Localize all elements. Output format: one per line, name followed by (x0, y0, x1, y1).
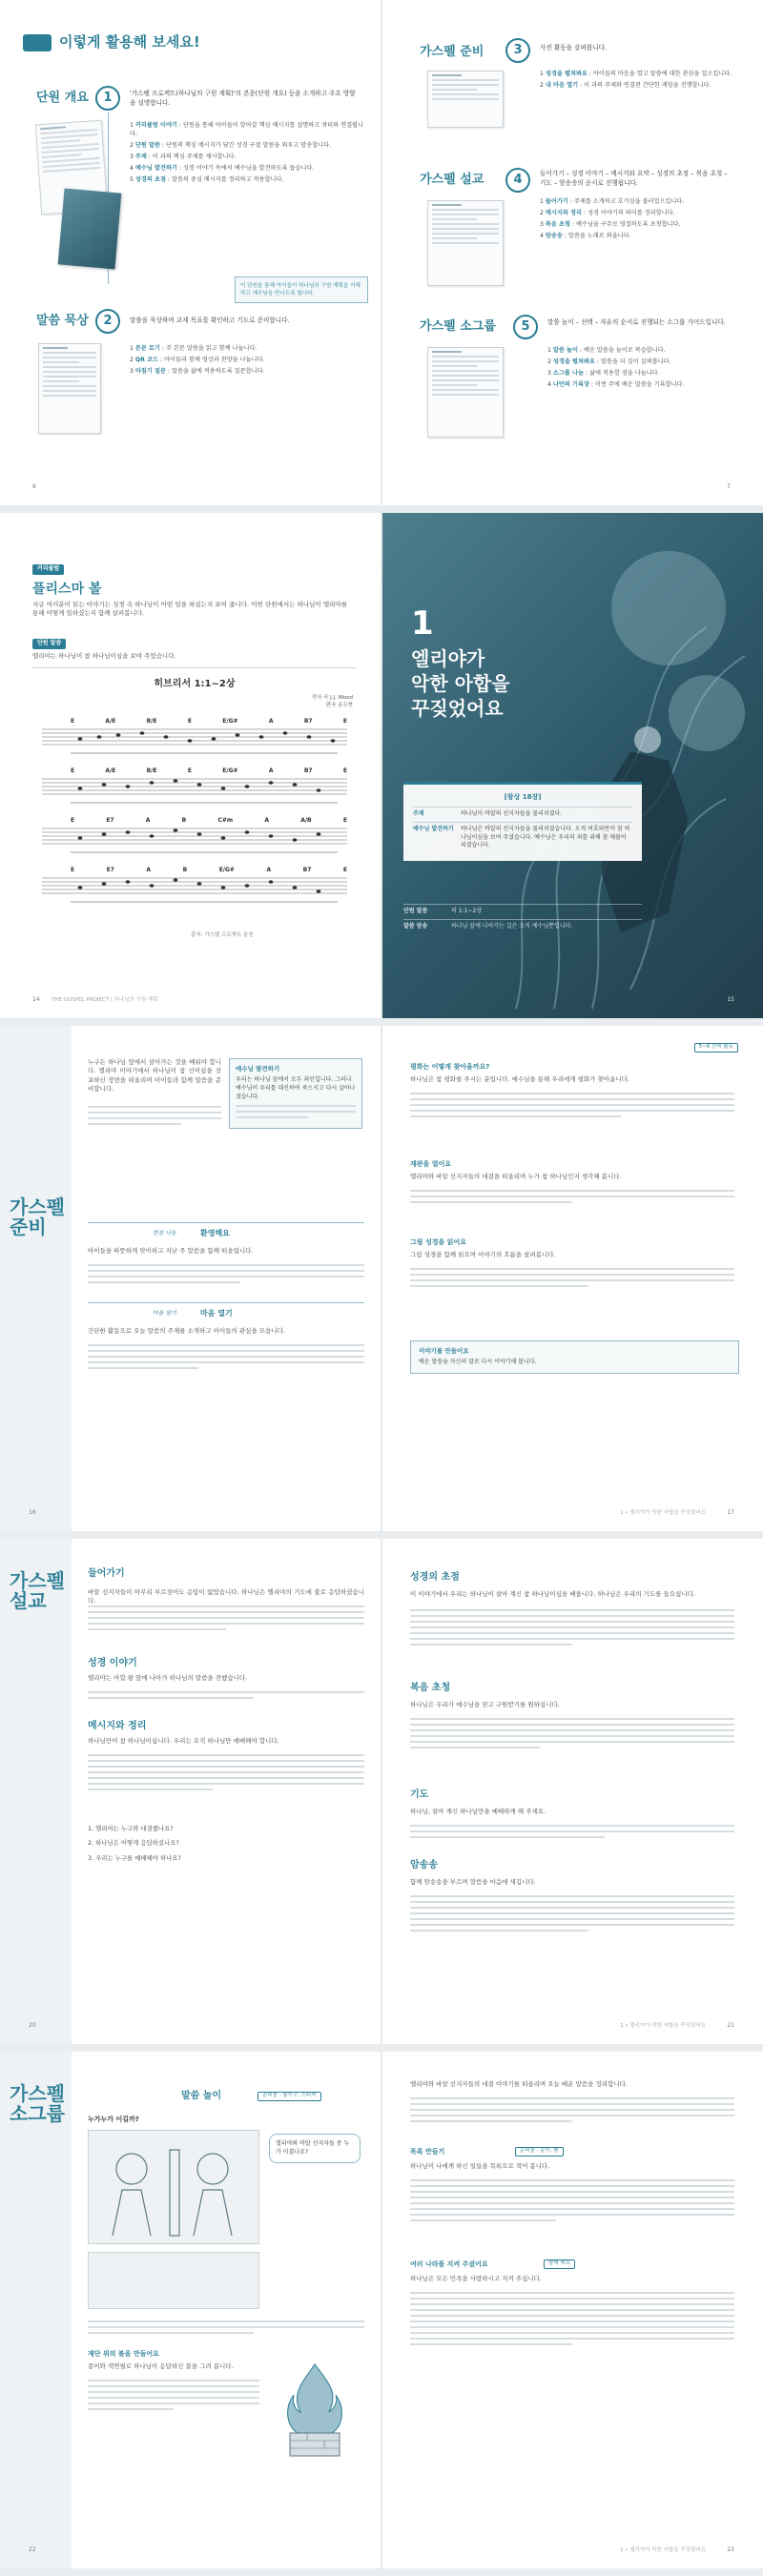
list-item: 4 나만의 기록장 : 이번 주에 배운 말씀을 기록합니다. (547, 380, 685, 388)
list-item: 3 복음 초청 : 예수님을 구주로 영접하도록 초청합니다. (540, 220, 681, 228)
text-lines (410, 2094, 734, 2126)
game-illustration (88, 2252, 259, 2309)
text-lines (410, 1264, 734, 1291)
divider (88, 1222, 364, 1223)
sermon-list (540, 198, 735, 244)
text-lines (88, 1750, 364, 1794)
curriculum-title: 플리스마 볼 (32, 582, 102, 597)
list-item: 3. 우리는 누구를 예배해야 하나요? (88, 1853, 181, 1862)
section-lead: 사전 활동을 살펴봅니다. (540, 44, 607, 51)
sermon-text: 바알 선지자들이 아무리 부르짖어도 응답이 없었습니다. 하나님은 엘리야의 기도에 불로 응답하셨습니다. (88, 1588, 364, 1605)
list-item: 1 성경을 펼쳐봐요 : 아이들의 마음을 열고 말씀에 대한 관심을 일으킵니다. (540, 71, 732, 77)
list-item: 1 본문 토기 : 주 본문 말씀을 읽고 함께 나눕니다. (130, 345, 258, 352)
activity-text: 하나님이 나에게 하신 일들을 목록으로 적어 봅니다. (410, 2162, 550, 2170)
reference-label: 말씀 암송 (403, 922, 428, 930)
sermon-heading: 기도 (410, 1789, 429, 1800)
text-lines (88, 1102, 221, 1129)
activity-title: 평화는 어떻게 찾아올까요? (410, 1063, 490, 1071)
page-footer: 1 • 엘리야가 악한 아합을 꾸짖었어요 (620, 2023, 706, 2030)
sermon-heading: 메시지와 정리 (88, 1721, 147, 1731)
thumbnail-photo (58, 189, 122, 270)
banner-badge (23, 34, 52, 51)
chord-row: E E7 A B E/G# A B7 E (71, 867, 347, 873)
lesson-number: 1 (411, 604, 434, 643)
summary-title: [왕상 18장] (504, 793, 542, 801)
list-item: 2 성경을 펼쳐봐요 : 말씀을 더 깊이 살펴봅니다. (547, 358, 671, 365)
overview-list (130, 122, 363, 188)
box-text: 우리는 하나님 앞에서 모두 죄인입니다. 그러나 예수님이 우리를 대신하여 죽으시고 다시 살아나셨습니다. (236, 1076, 356, 1100)
page-fold (381, 1026, 382, 1531)
sermon-heading: 성경 이야기 (88, 1658, 137, 1668)
lesson-summary-box (403, 782, 642, 861)
activity-text: 하나님은 모든 민족을 사랑하시고 지켜 주십니다. (410, 2275, 542, 2282)
list-item: 3 소그룹 나눔 : 삶에 적용할 점을 나눕니다. (547, 369, 660, 377)
text-lines (410, 1186, 734, 1207)
spread-gospel-prep (0, 1026, 763, 1531)
jesus-box (229, 1058, 362, 1129)
box-title: 예수님 발견하기 (236, 1065, 280, 1073)
fire-illustration (277, 2355, 353, 2460)
page-number: 22 (29, 2546, 36, 2554)
note-panel (410, 1340, 739, 1374)
section-title-sermon: 가스펠 설교 (420, 173, 485, 187)
curriculum-tag: 커리큘럼 (32, 564, 64, 575)
spread-gospel-sermon (0, 1539, 763, 2044)
text-lines (88, 1260, 364, 1287)
text-lines (88, 1687, 364, 1703)
spread-intro (0, 0, 763, 505)
prep-list (540, 71, 735, 93)
verse-intro: 엘리야는 하나님이 참 하나님이심을 보여 주었습니다. (32, 652, 176, 660)
banner-title: 이렇게 활용해 보세요! (59, 33, 200, 51)
reference-text: 하나님 앞에 나아가는 길은 오직 예수님뿐입니다. (451, 922, 573, 930)
game-illustration (88, 2130, 259, 2244)
activity-title: 목록 만들기 (410, 2148, 445, 2156)
sermon-text: 이 이야기에서 우리는 하나님이 살아 계신 참 하나님이심을 배웁니다. 하나님은 우리의 기도를 들으십니다. (410, 1590, 695, 1598)
activity-title: 그림 성경을 읽어요 (410, 1238, 466, 1246)
sermon-text: 하나님, 살아 계신 하나님만을 예배하게 해 주세요. (410, 1808, 546, 1815)
text-lines (88, 1602, 364, 1634)
section-title-meditation: 말씀 묵상 (36, 314, 89, 328)
activity-text: 하나님은 참 평화를 주시는 분입니다. 예수님을 통해 우리에게 평화가 찾아옵니다. (410, 1075, 629, 1083)
page-thumbnail (427, 347, 504, 438)
side-band (0, 1026, 72, 1531)
activity-title: 재판을 열어요 (410, 1160, 452, 1168)
question-title: 누가누가 이길까? (88, 2116, 139, 2123)
list-item: 2. 하나님은 어떻게 응답하셨나요? (88, 1839, 179, 1848)
page-number: 21 (727, 2022, 734, 2030)
sermon-heading: 성경의 초점 (410, 1572, 460, 1583)
text-lines (88, 2317, 364, 2338)
list-item: 2 내 마음 열기 : 이 과의 주제와 연결된 간단한 게임을 진행합니다. (540, 81, 711, 89)
page-number: 7 (727, 483, 731, 491)
activity-text: 엘리야와 바알 선지자들의 대결을 떠올리며 누가 참 하나님인지 생각해 봅니다. (410, 1173, 622, 1180)
section-title-smallgroup: 가스펠 소그룹 (420, 319, 496, 334)
subhead-text: 간단한 활동으로 오늘 말씀의 주제를 소개하고 아이들의 관심을 모읍니다. (88, 1327, 285, 1335)
page-number: 15 (727, 996, 734, 1004)
reference-text: 히 1:1~2상 (451, 908, 483, 914)
page-fold (381, 1539, 382, 2044)
chord-row: E A/E B/E E E/G# A B7 E (71, 718, 347, 725)
list-item: 1 커리큘럼 이야기 : 단원을 통해 아이들이 알아갈 핵심 메시지를 설명하고 큐티와 연결됩니다. (130, 122, 364, 137)
page-footer: THE GOSPEL PROJECT | 하나님의 구원 계획 (52, 997, 158, 1004)
summary-row: 주제 하나님이 바알의 선지자들을 물리치셨다. (413, 807, 632, 822)
list-item: 2 메시지와 정리 : 성경 이야기의 의미를 정리합니다. (540, 209, 675, 216)
step-number: 5 (513, 315, 538, 339)
illustration-art (382, 513, 763, 1018)
section-title-overview: 단원 개요 (36, 91, 89, 105)
note-box: 이 단원을 통해 아이들이 하나님의 구원 계획을 이해하고 예수님을 만나도록 합니다. (235, 276, 368, 303)
text-lines (410, 1821, 734, 1842)
text-lines (410, 1089, 734, 1121)
side-band (0, 2052, 72, 2568)
activity-title: 여러 나라를 지켜 주셨어요 (410, 2260, 488, 2268)
lesson-illustration (382, 513, 763, 1018)
page-number: 17 (727, 1509, 734, 1517)
text-lines (410, 2288, 734, 2349)
sermon-heading: 암송송 (410, 1860, 438, 1871)
page-footer: 1 • 엘리야가 악한 아합을 꾸짖었어요 (620, 2547, 706, 2554)
list-item: 3 마침기 질문 : 말씀을 삶에 적용하도록 질문합니다. (130, 367, 265, 375)
question-list (88, 1825, 364, 1869)
text-lines (410, 1891, 734, 1935)
step-number: 1 (95, 86, 120, 111)
sermon-text: 하나님만이 참 하나님이십니다. 우리는 오직 하나님만 예배해야 합니다. (88, 1737, 279, 1745)
sermon-text: 함께 암송송을 부르며 말씀을 마음에 새깁니다. (410, 1878, 536, 1886)
page-number: 20 (29, 2022, 36, 2030)
meditation-list (130, 345, 363, 379)
sermon-text: 하나님은 우리가 예수님을 믿고 구원받기를 원하십니다. (410, 1701, 560, 1708)
body-text: 엘리야와 바알 선지자들의 대결 이야기를 떠올리며 오늘 배운 말씀을 정리합니다. (410, 2080, 628, 2088)
section-lead: '가스펠 프로젝트(하나님의 구원 계획)'의 본문(단원 개요) 등을 소개하고 주요 방향을 설명합니다. (130, 90, 356, 107)
page-fold (381, 2052, 382, 2568)
activity-chip: 5~6 선택 활동 (694, 1043, 738, 1053)
song-credit: 편곡 송우현 (325, 703, 353, 708)
chord-row: E E7 A B C#m A A/B E (71, 817, 347, 824)
page-number: 6 (32, 483, 36, 491)
list-item: 1 들어가기 : 주제를 소개하고 호기심을 불러일으킵니다. (540, 198, 685, 205)
sermon-heading: 들어가기 (88, 1568, 125, 1579)
song-title: 히브리서 1:1~2상 (154, 679, 236, 689)
spread-small-group (0, 2052, 763, 2568)
song-credit: 작사·곡 J.J. Wood (311, 695, 353, 701)
game-title: 말씀 놀이 (181, 2091, 222, 2101)
subhead-text: 아이들을 따뜻하게 맞이하고 지난 주 말씀을 함께 떠올립니다. (88, 1247, 254, 1255)
song-footer: 출처: 가스펠 프로젝트 음원 (191, 932, 254, 938)
supplies-chip: 준비물 · 필기구, 스티커 (258, 2092, 321, 2101)
activity-text: 종이와 색연필로 하나님이 응답하신 불을 그려 봅니다. (88, 2362, 234, 2370)
subhead-title: 환영해요 (200, 1229, 230, 1237)
page-fold (381, 0, 382, 505)
page-footer: 1 • 엘리야가 악한 아합을 꾸짖었어요 (620, 1510, 706, 1517)
list-item: 4 예수님 발견하기 : 성경 이야기 속에서 예수님을 발견하도록 돕습니다. (130, 164, 315, 172)
spread-lesson-opener (0, 513, 763, 1018)
section-title-prep: 가스펠 준비 (420, 45, 485, 59)
smallgroup-list (547, 347, 738, 393)
lesson-title: 엘리야가 악한 아합을 꾸짖었어요 (411, 647, 510, 720)
text-lines (410, 1714, 734, 1752)
supplies-chip: 준비물 · 종이, 펜 (515, 2147, 564, 2157)
banner (23, 32, 242, 53)
step-number: 3 (505, 38, 530, 63)
note-text: 배운 말씀을 자신의 말로 다시 이야기해 봅니다. (419, 1359, 537, 1366)
chord-row: E A/E B/E E E/G# A B7 E (71, 767, 347, 774)
text-lines (88, 2376, 259, 2414)
list-item: 1 말씀 놀이 : 배운 말씀을 놀이로 복습합니다. (547, 347, 666, 354)
page-thumbnail (427, 200, 504, 286)
step-number: 2 (95, 309, 120, 334)
text-lines (88, 1340, 364, 1373)
intro-text: 지금 여러분이 읽는 이야기는 성경 속 하나님이 어떤 일을 하셨는지 보여 줍니다. 이번 단원에서는 하나님이 엘리야를 통해 어떻게 일하셨는지 함께 살펴봅니다. (32, 601, 347, 618)
section-lead: 말씀 놀이 – 선택 – 자유의 순서로 진행되는 소그룹 가이드입니다. (547, 318, 726, 326)
page-number: 23 (727, 2546, 734, 2554)
section-big-title: 가스펠 소그룹 (10, 2082, 65, 2125)
page-number: 14 (32, 996, 40, 1004)
text-lines (410, 1605, 734, 1649)
activity-text: 그림 성경을 함께 읽으며 이야기의 흐름을 살펴봅니다. (410, 1251, 556, 1258)
speech-balloon: 엘리야와 바알 선지자들 중 누가 이겼나요? (269, 2134, 361, 2163)
subhead-title: 마음 열기 (200, 1309, 233, 1318)
list-item: 3 주제 : 이 과의 핵심 주제를 제시합니다. (130, 153, 237, 160)
activity-title: 제단 위의 불을 만들어요 (88, 2350, 159, 2358)
body-text: 누구든 하나님 앞에서 살아가는 것을 배워야 합니다. 엘리야 이야기에서 하나님이 참 신이심을 선포하신 장면을 떠올리며 아이들과 함께 말씀을 준비합니다. (88, 1058, 221, 1094)
song-sheet (32, 667, 357, 925)
section-big-title: 가스펠 준비 (10, 1196, 65, 1238)
list-item: 1. 엘리야는 누구와 대결했나요? (88, 1825, 174, 1832)
list-item: 2 단원 말씀 : 단원의 핵심 메시지가 담긴 성경 구절 말씀을 외우고 암송합니다. (130, 141, 332, 149)
page-thumbnail (38, 343, 101, 434)
step-number: 4 (505, 168, 530, 193)
section-big-title: 가스펠 설교 (10, 1569, 65, 1612)
section-lead: 말씀을 묵상하며 교재 목표를 확인하고 기도로 준비합니다. (130, 317, 290, 324)
verse-tag: 단원 말씀 (32, 639, 66, 649)
list-item: 2 QR 코드 : 아이들과 함께 영상과 찬양을 나눕니다. (130, 356, 265, 363)
section-lead: 들어가기 – 성경 이야기 – 메시지와 요약 – 성경의 초점 – 복음 초청 – 기도 – 암송송의 순서로 진행됩니다. (540, 170, 728, 187)
note-title: 이야기를 만들어요 (419, 1347, 469, 1355)
summary-row: 예수님 발견하기 하나님은 바알의 선지자들을 물리치셨습니다. 오직 여호와만이 참 하나님이심을 보여 주셨습니다. 예수님은 우리의 죄를 위해 참 제물이 되셨습니다. (413, 822, 632, 853)
text-lines (410, 2176, 734, 2225)
illustration-art (89, 2131, 260, 2245)
reference-rows (403, 904, 642, 933)
activity-chip: 함께 해요 (544, 2259, 575, 2269)
page-number: 16 (29, 1509, 36, 1517)
reference-label: 단원 말씀 (403, 908, 428, 914)
altar-fire-icon (277, 2355, 353, 2460)
page-thumbnail (427, 71, 504, 128)
list-item: 5 성경의 초점 : 말씀의 중심 메시지를 정리하고 적용합니다. (130, 175, 284, 183)
subhead-label: 한참 나눔 (153, 1230, 177, 1237)
subhead-label: 마음 열기 (153, 1310, 177, 1317)
sermon-text: 엘리야는 아합 왕 앞에 나아가 하나님의 말씀을 전했습니다. (88, 1674, 248, 1682)
divider (88, 1302, 364, 1303)
side-band (0, 1539, 72, 2044)
sermon-heading: 복음 초청 (410, 1683, 451, 1693)
list-item: 4 암송송 : 말씀을 노래로 외웁니다. (540, 232, 631, 239)
